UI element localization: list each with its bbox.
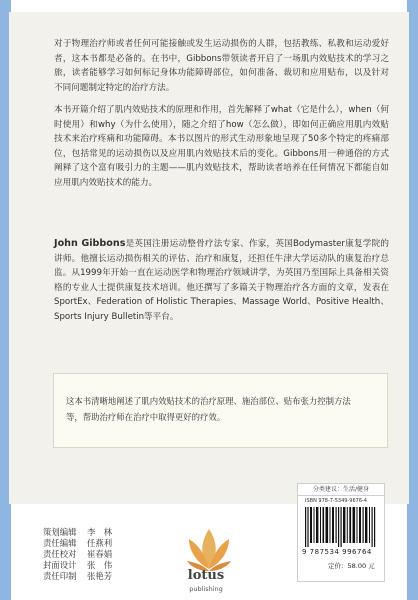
author-paragraph: [54, 237, 389, 324]
credit-name: 任燕利: [87, 537, 113, 548]
barcode-number: 9 787534 996764: [302, 548, 372, 556]
author-name: John Gibbons: [54, 238, 126, 249]
callout-box: [53, 373, 388, 448]
author-bio: 是英国注册运动整骨疗法专家、作家，英国Bodymaster康复学院的讲师。他擅长运动损伤相关的评估、治疗和康复，还担任牛津大学运动队的康复治疗总监。从1999年开始一直在运动医学和物理治疗领域讲学，为英国乃至国际上具备相关资格的专业人士提供康复技术培训。他还撰写了多篇关于物理治疗各方面的文章，发表在SportEx、Federation of Holistic Therapies、Massage World、Positive Health、Sports Injury Bulletin等平台。: [54, 239, 389, 322]
credit-row: [43, 527, 112, 538]
credit-role: 封面设计: [43, 559, 77, 570]
credit-role: 策划编辑: [43, 527, 77, 537]
publisher-name: lotus: [187, 568, 225, 583]
isbn-text: ISBN 978-7-5349-9676-4: [305, 498, 367, 504]
credit-name: 张 伟: [87, 559, 113, 570]
credit-name: 张艳芳: [87, 570, 113, 581]
category-label: 分类建议：生活/健身: [298, 484, 384, 496]
credit-role: 责任编辑: [43, 537, 77, 548]
credit-row: [43, 560, 112, 571]
credit-row: [43, 549, 112, 560]
credit-role: 责任印制: [43, 570, 77, 581]
credit-name: 崔春娟: [87, 548, 113, 559]
summary-paragraph: 本书开篇介绍了肌内效贴技术的原理和作用，首先解释了what（它是什么），when（何时使用）和why（为什么使用），随之介绍了how（怎么做），即如何正确应用肌内效贴技术来治疗疼痛和功能障碍。本书以图片的形式生动形象地呈现了50多个特定的疼痛部位，包括常见的运动损伤以及应用肌内效贴技术后的变化。Gibbons用一种通俗的方式阐释了这个富有吸引力的主题——肌内效贴技术，帮助读者培养在任何情况下都能自如应用肌内效贴技术的能力。: [54, 105, 389, 188]
price-label: 定价：58.00 元: [328, 562, 375, 570]
intro-paragraph: 对于物理治疗师或者任何可能接触或发生运动损伤的人群，包括教练、私教和运动爱好者，这本书都是必备的。在书中，Gibbons带领读者开启了一场肌内效贴技术的学习之旅，读者能够学习如何标记身体功能障碍部位，如何准备、裁切和应用贴布，以及针对不同问题制定特定的治疗方法。: [54, 39, 389, 93]
publisher-sub: publishing: [189, 585, 223, 593]
credit-name: 李 林: [87, 527, 113, 537]
credit-role: 责任校对: [43, 548, 77, 559]
barcode-icon: [305, 507, 377, 547]
barcode-box: [297, 483, 385, 582]
credit-row: [43, 571, 112, 582]
credits-list: [43, 527, 112, 582]
credit-row: [43, 538, 112, 549]
callout-text: 这本书清晰地阐述了肌内效贴技术的治疗原理、施治部位、贴布张力控制方法等，帮助治疗师在治疗中取得更好的疗效。: [66, 396, 351, 422]
